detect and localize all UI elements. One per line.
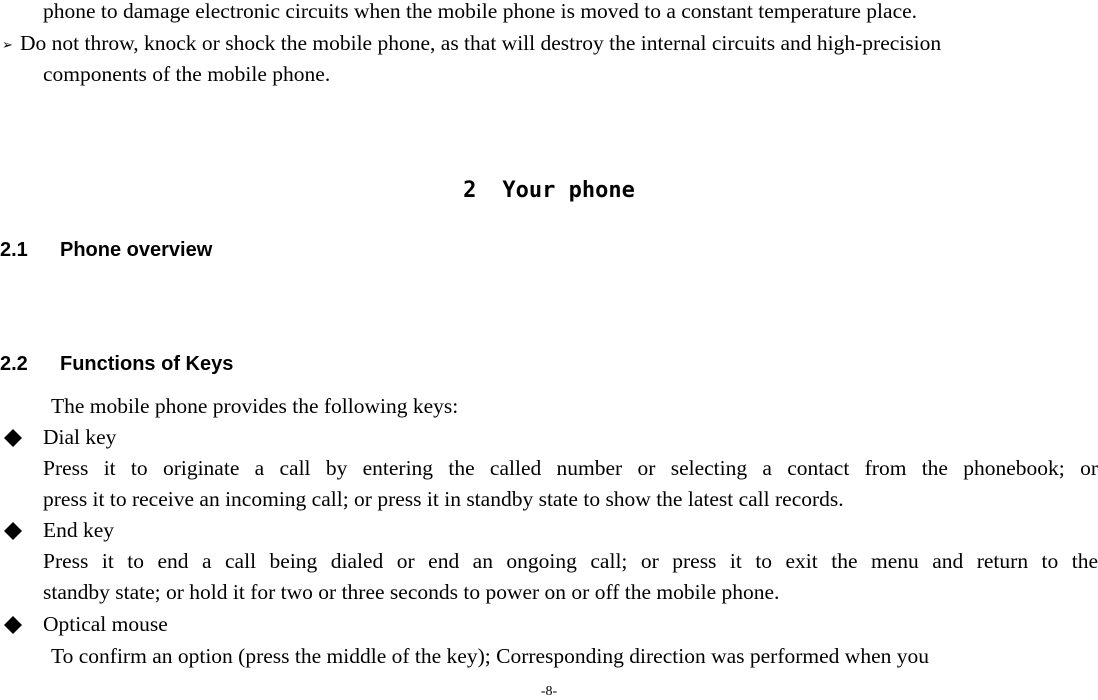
section-title-2-1: Phone overview [60, 239, 213, 261]
key-name-optical-mouse: Optical mouse [43, 612, 168, 636]
section-number-2-2: 2.2 [0, 353, 28, 375]
diamond-bullet-icon [3, 428, 23, 448]
key-desc-end-line1 [43, 548, 1098, 574]
bullet-text-line1: Do not throw, knock or shock the mobile phone, as that will destroy the internal circuits and high-precision [20, 31, 942, 55]
section-number-2-1: 2.1 [0, 239, 28, 261]
section-title-2-2: Functions of Keys [60, 353, 234, 375]
page-number: -8- [540, 684, 558, 699]
bullet-arrow-icon: ➢ [2, 37, 13, 52]
key-name-end: End key [43, 518, 115, 542]
chapter-heading [0, 177, 1098, 205]
key-desc-dial-line2: press it to receive an incoming call; or press it in standby state to show the latest call records. [43, 487, 844, 511]
diamond-bullet-icon [3, 615, 23, 635]
diamond-bullet-icon [3, 521, 23, 541]
keys-intro: The mobile phone provides the following keys: [51, 394, 459, 418]
chapter-number: 2 [463, 178, 477, 203]
key-desc-dial-text1: Press it to originate a call by entering the called number or selecting a contact from the phonebook; or [43, 456, 1098, 480]
key-name-dial: Dial key [43, 425, 117, 449]
chapter-title: Your phone [502, 178, 635, 203]
bullet-text-line2: components of the mobile phone. [43, 62, 331, 86]
key-desc-end-text1: Press it to end a call being dialed or end an ongoing call; or press it to exit the menu and return to the [43, 549, 1098, 573]
key-desc-dial-line1 [43, 455, 1098, 481]
intro-line: phone to damage electronic circuits when the mobile phone is moved to a constant temperature place. [43, 0, 918, 23]
key-desc-optical-mouse-line1: To confirm an option (press the middle of the key); Corresponding direction was performed when you [51, 644, 929, 668]
key-desc-end-line2: standby state; or hold it for two or three seconds to power on or off the mobile phone. [43, 580, 780, 604]
